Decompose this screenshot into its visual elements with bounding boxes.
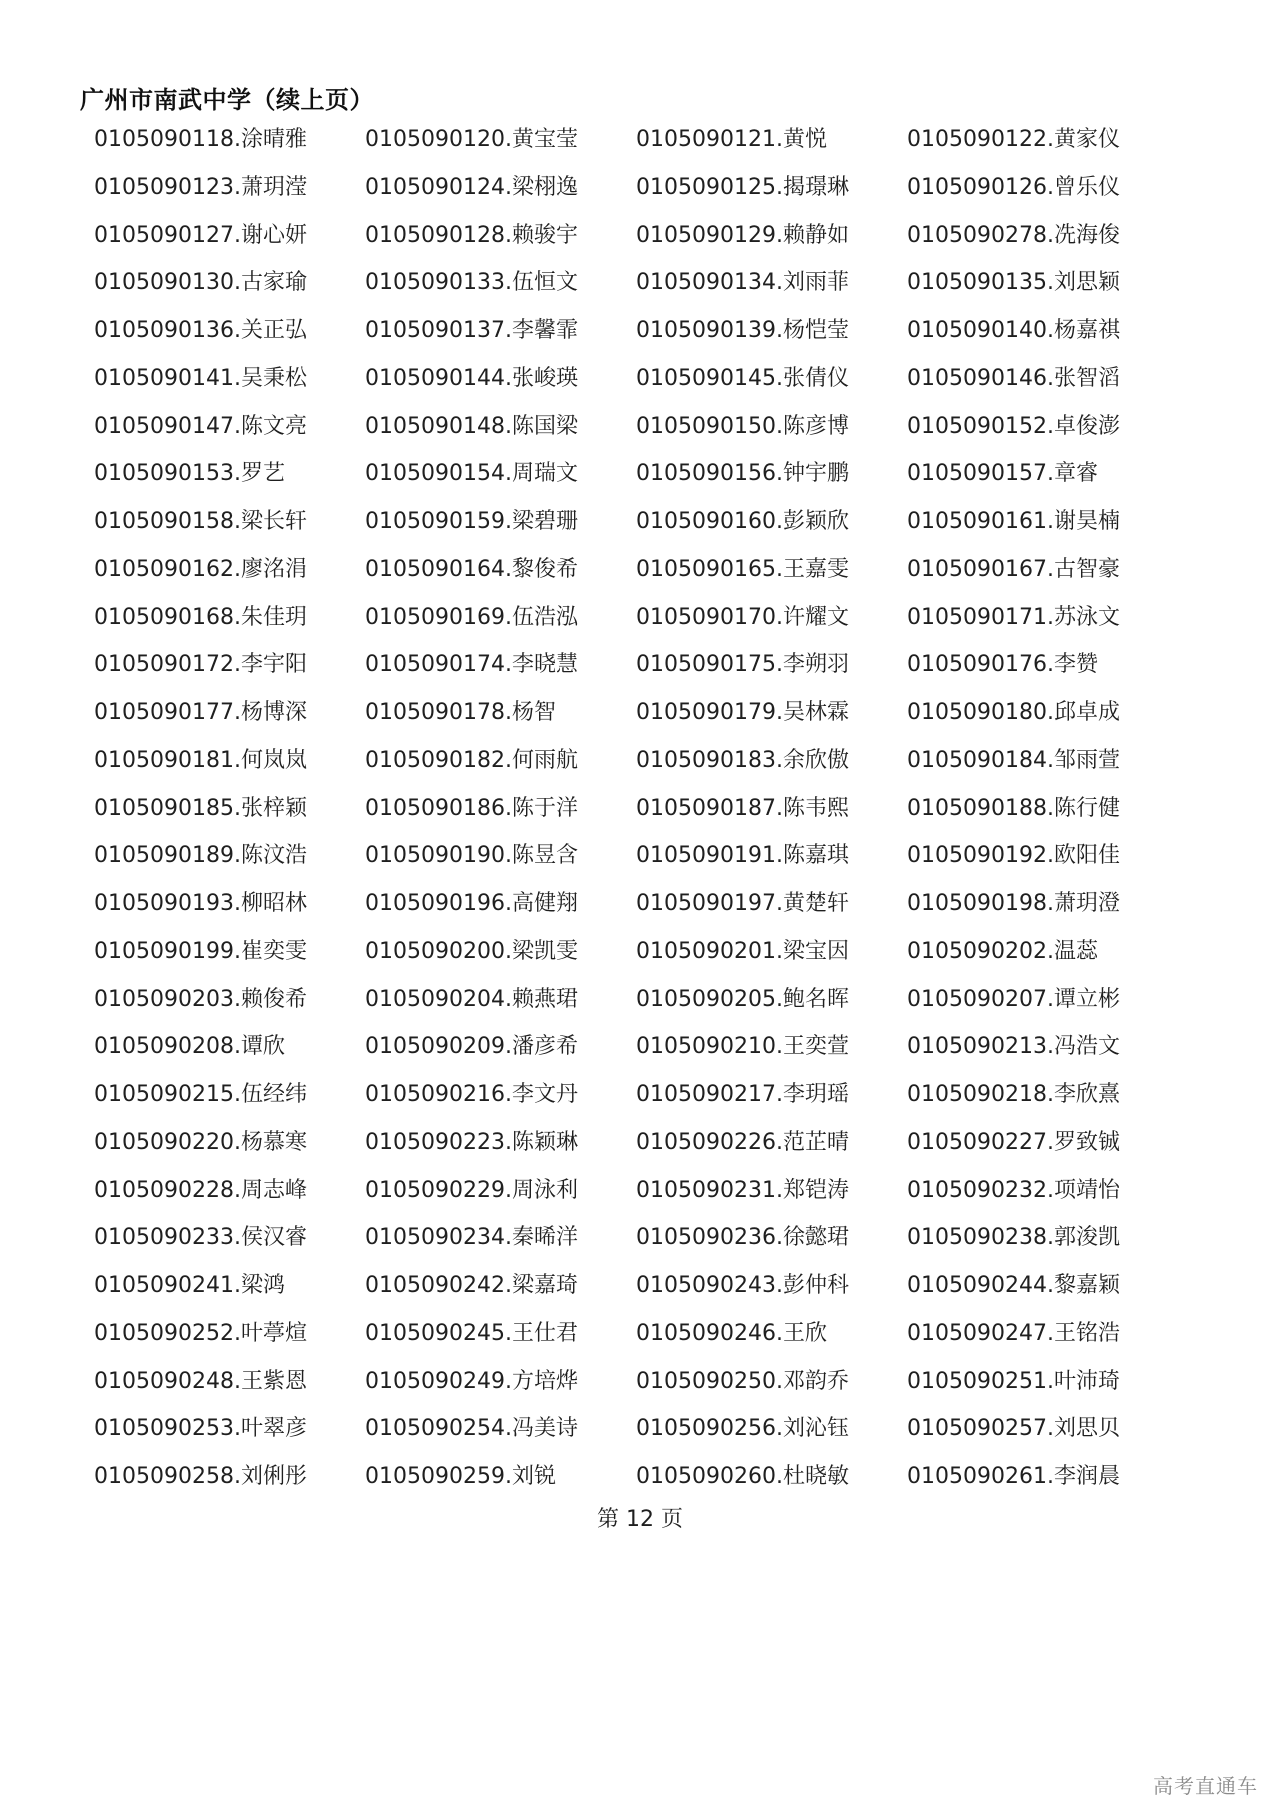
list-item: 0105090133.伍恒文 <box>365 270 578 296</box>
list-item: 0105090185.张梓颖 <box>94 795 307 821</box>
list-item: 0105090233.侯汉睿 <box>94 1225 307 1251</box>
list-item: 0105090220.杨慕寒 <box>94 1129 307 1155</box>
list-item: 0105090193.柳昭林 <box>94 891 307 916</box>
list-item: 0105090248.王紫恩 <box>94 1368 307 1394</box>
list-item: 0105090229.周泳利 <box>365 1177 578 1203</box>
list-item: 0105090158.梁长轩 <box>94 509 307 534</box>
list-item: 0105090226.范芷晴 <box>636 1129 849 1155</box>
list-item: 0105090179.吴林霖 <box>636 700 849 725</box>
list-item: 0105090154.周瑞文 <box>365 461 578 487</box>
list-item: 0105090204.赖燕珺 <box>365 986 578 1012</box>
list-item: 0105090260.杜晓敏 <box>636 1464 849 1489</box>
list-item: 0105090251.叶沛琦 <box>907 1368 1120 1394</box>
list-item: 0105090196.高健翔 <box>365 891 578 916</box>
list-item: 0105090217.李玥瑶 <box>636 1082 849 1107</box>
list-item: 0105090203.赖俊希 <box>94 986 307 1012</box>
list-item: 0105090126.曾乐仪 <box>907 174 1120 200</box>
list-item: 0105090249.方培烨 <box>365 1368 578 1394</box>
list-item: 0105090200.梁凯雯 <box>365 938 578 964</box>
list-item: 0105090180.邱卓成 <box>907 700 1120 725</box>
list-item: 0105090167.古智豪 <box>907 556 1120 582</box>
list-item: 0105090147.陈文亮 <box>94 413 307 439</box>
list-item: 0105090232.项靖怡 <box>907 1177 1120 1203</box>
list-item: 0105090124.梁栩逸 <box>365 174 578 200</box>
list-item: 0105090153.罗艺 <box>94 461 285 487</box>
list-item: 0105090165.王嘉雯 <box>636 556 849 582</box>
list-item: 0105090146.张智滔 <box>907 365 1120 391</box>
list-item: 0105090156.钟宇鹏 <box>636 461 849 487</box>
list-item: 0105090261.李润晨 <box>907 1464 1120 1489</box>
list-item: 0105090140.杨嘉祺 <box>907 318 1120 343</box>
list-item: 0105090159.梁碧珊 <box>365 509 578 534</box>
list-item: 0105090243.彭仲科 <box>636 1273 849 1298</box>
list-item: 0105090215.伍经纬 <box>94 1082 307 1107</box>
list-item: 0105090136.关正弘 <box>94 318 307 343</box>
list-item: 0105090257.刘思贝 <box>907 1416 1120 1442</box>
list-item: 0105090227.罗致铖 <box>907 1129 1120 1155</box>
list-item: 0105090201.梁宝因 <box>636 938 849 964</box>
list-item: 0105090171.苏泳文 <box>907 604 1120 630</box>
list-item: 0105090184.邹雨萱 <box>907 747 1120 773</box>
list-item: 0105090245.王仕君 <box>365 1320 578 1346</box>
list-item: 0105090125.揭璟琳 <box>636 174 849 200</box>
list-item: 0105090256.刘沁钰 <box>636 1416 849 1442</box>
list-item: 0105090253.叶翠彦 <box>94 1416 307 1442</box>
page-number: 第 12 页 <box>597 1507 683 1532</box>
list-item: 0105090210.王奕萱 <box>636 1034 849 1060</box>
list-item: 0105090120.黄宝莹 <box>365 127 578 152</box>
list-item: 0105090188.陈行健 <box>907 795 1120 821</box>
list-item: 0105090128.赖骏宇 <box>365 222 578 248</box>
list-item: 0105090241.梁鸿 <box>94 1273 285 1298</box>
list-item: 0105090162.廖洺涓 <box>94 556 307 582</box>
list-item: 0105090182.何雨航 <box>365 747 578 773</box>
entries-grid <box>94 121 1194 1506</box>
list-item: 0105090170.许耀文 <box>636 604 849 630</box>
list-item: 0105090228.周志峰 <box>94 1177 307 1203</box>
list-item: 0105090209.潘彦希 <box>365 1034 578 1060</box>
list-item: 0105090236.徐懿珺 <box>636 1225 849 1251</box>
list-item: 0105090191.陈嘉琪 <box>636 843 849 869</box>
list-item: 0105090127.谢心妍 <box>94 222 307 248</box>
list-item: 0105090213.冯浩文 <box>907 1034 1120 1060</box>
list-item: 0105090175.李朔羽 <box>636 652 849 678</box>
list-item: 0105090218.李欣熹 <box>907 1082 1120 1107</box>
list-item: 0105090122.黄家仪 <box>907 127 1120 152</box>
list-item: 0105090254.冯美诗 <box>365 1416 578 1442</box>
list-item: 0105090121.黄悦 <box>636 127 827 152</box>
list-item: 0105090183.余欣傲 <box>636 747 849 773</box>
list-item: 0105090152.卓俊澎 <box>907 413 1120 439</box>
list-item: 0105090137.李馨霏 <box>365 318 578 343</box>
list-item: 0105090123.萧玥滢 <box>94 174 307 200</box>
list-item: 0105090168.朱佳玥 <box>94 604 307 630</box>
list-item: 0105090244.黎嘉颖 <box>907 1273 1120 1298</box>
list-item: 0105090150.陈彦博 <box>636 413 849 439</box>
list-item: 0105090198.萧玥澄 <box>907 891 1120 916</box>
list-item: 0105090141.吴秉松 <box>94 365 307 391</box>
list-item: 0105090250.邓韵乔 <box>636 1368 849 1394</box>
list-item: 0105090216.李文丹 <box>365 1082 578 1107</box>
list-item: 0105090205.鲍名晖 <box>636 986 849 1012</box>
list-item: 0105090129.赖静如 <box>636 222 849 248</box>
list-item: 0105090157.章睿 <box>907 461 1098 487</box>
list-item: 0105090258.刘俐彤 <box>94 1464 307 1489</box>
list-item: 0105090177.杨博深 <box>94 700 307 725</box>
list-item: 0105090231.郑铠涛 <box>636 1177 849 1203</box>
list-item: 0105090207.谭立彬 <box>907 986 1120 1012</box>
list-item: 0105090148.陈国梁 <box>365 413 578 439</box>
list-item: 0105090169.伍浩泓 <box>365 604 578 630</box>
list-item: 0105090135.刘思颖 <box>907 270 1120 296</box>
list-item: 0105090278.冼海俊 <box>907 222 1120 248</box>
list-item: 0105090174.李晓慧 <box>365 652 578 678</box>
list-item: 0105090160.彭颖欣 <box>636 509 849 534</box>
list-item: 0105090130.古家瑜 <box>94 270 307 296</box>
list-item: 0105090139.杨恺莹 <box>636 318 849 343</box>
list-item: 0105090176.李赞 <box>907 652 1098 678</box>
list-item: 0105090247.王铭浩 <box>907 1320 1120 1346</box>
list-item: 0105090118.涂晴雅 <box>94 127 307 152</box>
list-item: 0105090161.谢昊楠 <box>907 509 1120 534</box>
list-item: 0105090192.欧阳佳 <box>907 843 1120 869</box>
list-item: 0105090189.陈汶浩 <box>94 843 307 869</box>
list-item: 0105090145.张倩仪 <box>636 365 849 391</box>
list-item: 0105090234.秦晞洋 <box>365 1225 578 1251</box>
list-item: 0105090238.郭浚凯 <box>907 1225 1120 1251</box>
list-item: 0105090187.陈韦熙 <box>636 795 849 821</box>
list-item: 0105090172.李宇阳 <box>94 652 307 678</box>
list-item: 0105090208.谭欣 <box>94 1034 285 1060</box>
list-item: 0105090144.张峻瑛 <box>365 365 578 391</box>
list-item: 0105090199.崔奕雯 <box>94 938 307 964</box>
list-item: 0105090190.陈昱含 <box>365 843 578 869</box>
list-item: 0105090202.温蕊 <box>907 938 1098 964</box>
section-title: 广州市南武中学（续上页） <box>80 86 374 114</box>
list-item: 0105090178.杨智 <box>365 700 556 725</box>
list-item: 0105090246.王欣 <box>636 1320 827 1346</box>
list-item: 0105090259.刘锐 <box>365 1464 556 1489</box>
list-item: 0105090134.刘雨菲 <box>636 270 849 296</box>
list-item: 0105090181.何岚岚 <box>94 747 307 773</box>
list-item: 0105090223.陈颖琳 <box>365 1129 578 1155</box>
list-item: 0105090242.梁嘉琦 <box>365 1273 578 1298</box>
list-item: 0105090164.黎俊希 <box>365 556 578 582</box>
list-item: 0105090197.黄楚轩 <box>636 891 849 916</box>
list-item: 0105090186.陈于洋 <box>365 795 578 821</box>
list-item: 0105090252.叶葶煊 <box>94 1320 307 1346</box>
watermark: 高考直通车 <box>1153 1774 1258 1798</box>
